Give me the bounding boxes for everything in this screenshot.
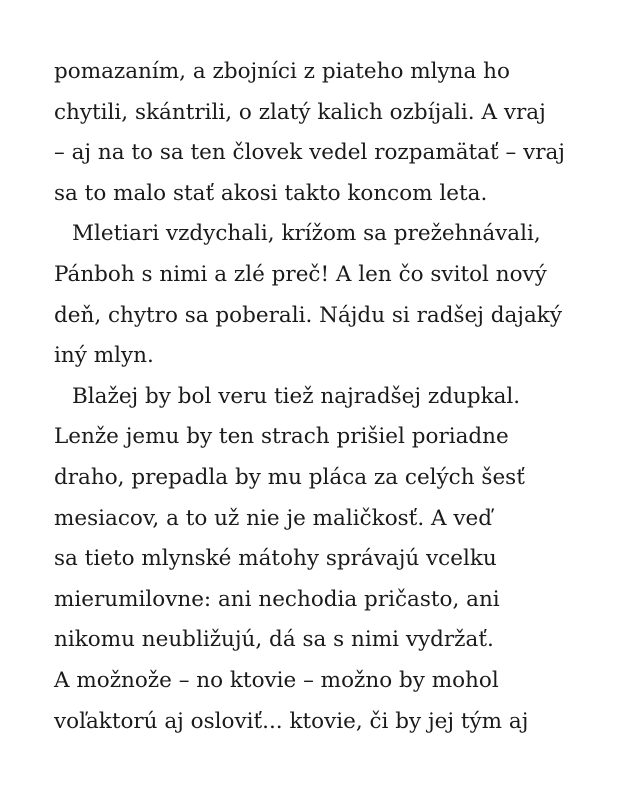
text-line-10: Lenže jemu by ten strach prišiel poriadne [54,424,509,450]
text-line-12: mesiacov, a to už nie je maličkosť. A veď [54,505,492,531]
text-line-15: nikomu neubližujú, dá sa s nimi vydržať. [54,627,494,653]
text-line-4: sa to malo stať akosi takto koncom leta. [54,180,488,206]
text-line-7: deň, chytro sa poberali. Nájdu si radšej dajaký [54,302,562,328]
text-line-9: Blažej by bol veru tiež najradšej zdupkal. [72,383,521,409]
text-line-17: voľaktorú aj osloviť... ktovie, či by jej tým aj [54,708,529,734]
text-line-14: mierumilovne: ani nechodia pričasto, ani [54,586,500,612]
text-line-2: chytili, skántrili, o zlatý kalich ozbíjali. A vraj [54,99,546,125]
text-line-16: A možnože – no ktovie – možno by mohol [54,667,499,693]
book-page [54,52,614,742]
text-line-6: Pánboh s nimi a zlé preč! A len čo svitol nový [54,261,547,287]
text-line-1: pomazaním, a zbojníci z piateho mlyna ho [54,59,510,84]
text-line-11: draho, prepadla by mu pláca za celých šesť [54,464,525,490]
text-line-8: iný mlyn. [54,343,154,369]
text-line-5: Mletiari vzdychali, krížom sa prežehnávali, [72,221,541,247]
text-line-13: sa tieto mlynské mátohy správajú vcelku [54,546,497,572]
text-line-3: – aj na to sa ten človek vedel rozpamätať – vraj [54,140,565,166]
